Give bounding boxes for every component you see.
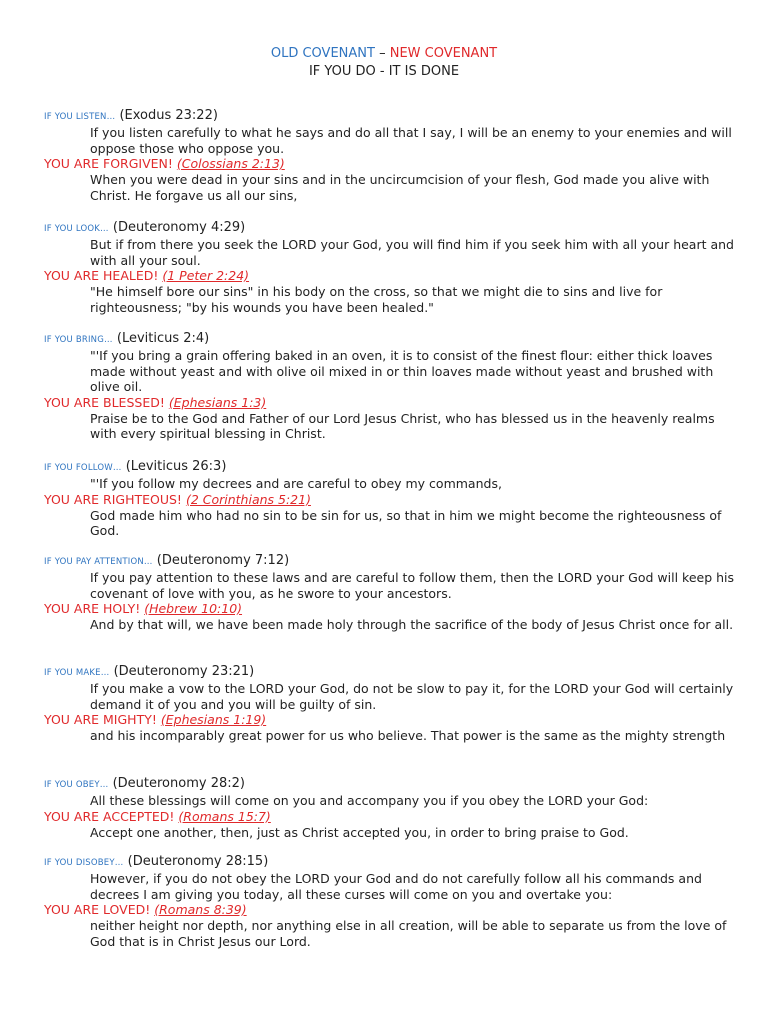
result-label: YOU ARE LOVED! <box>44 902 151 917</box>
result-text: When you were dead in your sins and in the uncircumcision of your flesh, God made you alive with Christ. He forgave us all our sins, <box>90 172 710 203</box>
condition-text: All these blessings will come on you and accompany you if you obey the LORD your God: <box>90 793 649 808</box>
result-text: And by that will, we have been made holy through the sacrifice of the body of Jesus Christ once for all. <box>90 617 734 632</box>
condition-label: IF YOU LOOK… <box>44 224 109 234</box>
result-line <box>44 601 734 617</box>
condition-text: But if from there you seek the LORD your God, you will find him if you seek him with all your heart and with all your soul. <box>90 237 734 268</box>
result-text: Accept one another, then, just as Christ accepted you, in order to bring praise to God. <box>90 824 629 840</box>
result-reference: (Hebrew 10:10) <box>144 601 243 616</box>
result-text: "He himself bore our sins" in his body on the cross, so that we might die to sins and live for righteousness; "by his wounds you have been healed." <box>90 284 663 315</box>
condition-reference: (Leviticus 2:4) <box>116 331 210 346</box>
new-covenant-label: NEW COVENANT <box>389 46 498 61</box>
result-line <box>44 712 734 728</box>
result-text: God made him who had no sin to be sin for us, so that in him we might become the righteousness of God. <box>90 507 722 538</box>
condition-reference: (Deuteronomy 23:21) <box>113 664 255 679</box>
result-text: Praise be to the God and Father of our Lord Jesus Christ, who has blessed us in the heavenly realms with every spiritual blessing in Christ. <box>90 410 715 441</box>
covenant-section <box>44 776 734 840</box>
result-label: YOU ARE HEALED! <box>44 268 159 283</box>
covenant-section <box>44 664 734 744</box>
page-title <box>0 46 768 62</box>
condition-label: IF YOU PAY ATTENTION… <box>44 557 153 567</box>
covenant-section <box>44 331 734 442</box>
covenant-section <box>44 854 734 949</box>
result-label: YOU ARE HOLY! <box>44 601 141 616</box>
condition-text: If you listen carefully to what he says and do all that I say, I will be an enemy to your enemies and will oppose those who oppose you. <box>90 125 732 156</box>
condition-label: IF YOU FOLLOW… <box>44 463 122 473</box>
page-subtitle: IF YOU DO - IT IS DONE <box>308 64 460 79</box>
covenant-section <box>44 459 734 539</box>
result-text: neither height nor depth, nor anything else in all creation, will be able to separate us from the love of God that is in Christ Jesus our Lord. <box>90 918 727 949</box>
condition-text: If you pay attention to these laws and are careful to follow them, then the LORD your God will keep his covenant of love with you, as he swore to your ancestors. <box>90 570 735 601</box>
result-line <box>44 902 734 918</box>
condition-reference: (Deuteronomy 28:2) <box>112 776 245 791</box>
condition-line <box>44 776 734 793</box>
condition-label: IF YOU LISTEN… <box>44 112 116 122</box>
result-line <box>44 268 734 284</box>
condition-line <box>44 459 734 476</box>
condition-line <box>44 331 734 348</box>
condition-text: If you make a vow to the LORD your God, do not be slow to pay it, for the LORD your God will certainly demand it of you and you will be guilty of sin. <box>90 681 734 712</box>
condition-reference: (Deuteronomy 7:12) <box>156 553 290 568</box>
result-reference: (Ephesians 1:3) <box>168 394 267 410</box>
condition-label: IF YOU MAKE… <box>44 668 110 678</box>
result-line <box>44 156 734 172</box>
result-label: YOU ARE ACCEPTED! <box>44 808 175 824</box>
condition-reference: (Leviticus 26:3) <box>125 459 227 474</box>
result-line <box>44 809 734 825</box>
result-label: YOU ARE RIGHTEOUS! <box>44 491 182 507</box>
covenant-section <box>44 553 734 633</box>
covenant-section <box>44 220 734 315</box>
result-line <box>44 492 734 508</box>
result-line <box>44 395 734 411</box>
condition-reference: (Deuteronomy 28:15) <box>127 854 269 869</box>
condition-text: However, if you do not obey the LORD your God and do not carefully follow all his commands and decrees I am giving you today, all these curses will come on you and overtake you: <box>90 871 702 902</box>
result-reference: (Colossians 2:13) <box>176 156 285 171</box>
result-reference: (Romans 8:39) <box>154 902 247 917</box>
condition-text: "'If you follow my decrees and are careful to obey my commands, <box>90 476 502 491</box>
condition-reference: (Deuteronomy 4:29) <box>112 220 246 235</box>
condition-label: IF YOU BRING… <box>44 335 113 345</box>
result-reference: (1 Peter 2:24) <box>162 268 250 283</box>
condition-line <box>44 108 734 125</box>
old-covenant-label: OLD COVENANT <box>270 46 375 61</box>
condition-reference: (Exodus 23:22) <box>119 108 218 123</box>
condition-label: IF YOU OBEY… <box>44 780 109 790</box>
result-label: YOU ARE MIGHTY! <box>44 712 157 727</box>
condition-text: "'If you bring a grain offering baked in an oven, it is to consist of the finest flour: either thick loaves made without yeast and with olive oil mixed in or thin loaves made without yeast and brushed with olive oil. <box>90 348 714 394</box>
condition-label: IF YOU DISOBEY… <box>44 858 124 868</box>
result-reference: (Ephesians 1:19) <box>160 712 267 727</box>
condition-line <box>44 664 734 681</box>
result-reference: (2 Corinthians 5:21) <box>185 491 311 507</box>
result-text: and his incomparably great power for us who believe. That power is the same as the mighty strength <box>90 728 726 743</box>
result-label: YOU ARE FORGIVEN! <box>44 156 173 171</box>
title-dash: – <box>374 46 390 61</box>
condition-line <box>44 854 734 871</box>
condition-line <box>44 220 734 237</box>
result-reference: (Romans 15:7) <box>178 808 271 824</box>
result-label: YOU ARE BLESSED! <box>44 394 165 410</box>
condition-line <box>44 553 734 570</box>
covenant-section <box>44 108 734 203</box>
